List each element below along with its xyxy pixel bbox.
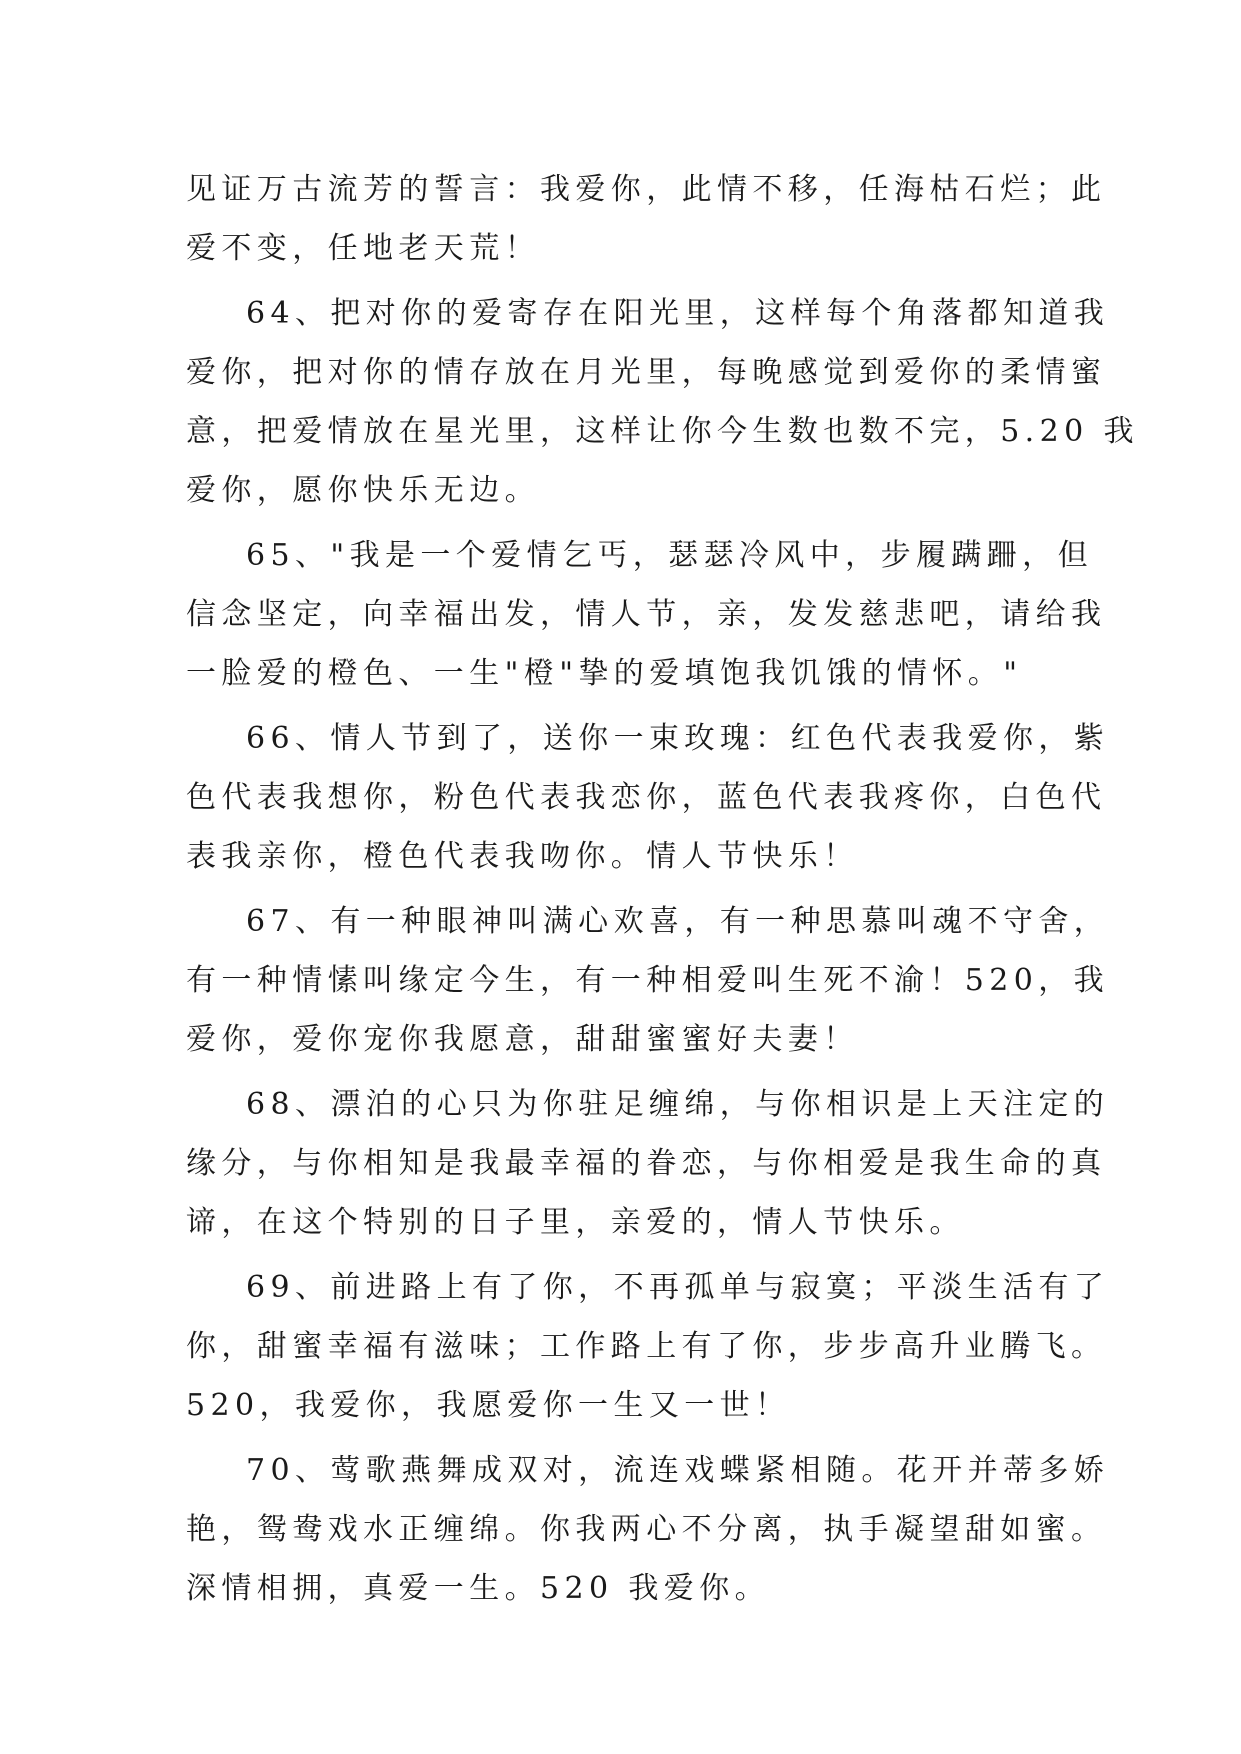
text-line: 表我亲你，橙色代表我吻你。情人节快乐！ [186,839,859,874]
paragraph-start-69: 69、前进路上有了你，不再孤单与寂寞；平淡生活有了 [246,1270,1110,1305]
paragraph-start-68: 68、漂泊的心只为你驻足缠绵，与你相识是上天注定的 [246,1087,1110,1122]
text-line: 艳，鸳鸯戏水正缠绵。你我两心不分离，执手凝望甜如蜜。 [186,1512,1107,1547]
text-line: 爱你，愿你快乐无边。 [186,473,540,508]
text-line: 信念坚定，向幸福出发，情人节，亲，发发慈悲吧，请给我 [186,597,1107,632]
text-line: 一脸爱的橙色、一生"橙"挚的爱填饱我饥饿的情怀。" [186,656,1023,691]
document-body [186,160,1139,1618]
text-line: 深情相拥，真爱一生。520 我爱你。 [186,1571,770,1606]
text-line: 爱不变，任地老天荒！ [186,231,540,266]
text-line: 有一种情愫叫缘定今生，有一种相爱叫生死不渝！520，我 [186,963,1110,998]
paragraph-start-65: 65、"我是一个爱情乞丐，瑟瑟冷风中，步履蹒跚，但 [246,538,1093,573]
text-line: 你，甜蜜幸福有滋味；工作路上有了你，步步高升业腾飞。 [186,1329,1107,1364]
text-line: 见证万古流芳的誓言：我爱你，此情不移，任海枯石烂；此 [186,172,1107,207]
paragraph-start-64: 64、把对你的爱寄存在阳光里，这样每个角落都知道我 [246,296,1110,331]
paragraph-start-67: 67、有一种眼神叫满心欢喜，有一种思慕叫魂不守舍， [246,904,1110,939]
text-line: 爱你，爱你宠你我愿意，甜甜蜜蜜好夫妻！ [186,1022,859,1057]
text-line: 谛，在这个特别的日子里，亲爱的，情人节快乐。 [186,1205,965,1240]
text-line: 缘分，与你相知是我最幸福的眷恋，与你相爱是我生命的真 [186,1146,1107,1181]
text-line: 意，把爱情放在星光里，这样让你今生数也数不完，5.20 我 [186,414,1139,449]
text-line: 爱你，把对你的情存放在月光里，每晚感觉到爱你的柔情蜜 [186,355,1107,390]
text-line: 色代表我想你，粉色代表我恋你，蓝色代表我疼你，白色代 [186,780,1107,815]
paragraph-start-66: 66、情人节到了，送你一束玫瑰：红色代表我爱你，紫 [246,721,1110,756]
paragraph-start-70: 70、莺歌燕舞成双对，流连戏蝶紧相随。花开并蒂多娇 [246,1453,1110,1488]
text-line: 520，我爱你，我愿爱你一生又一世！ [186,1388,791,1423]
